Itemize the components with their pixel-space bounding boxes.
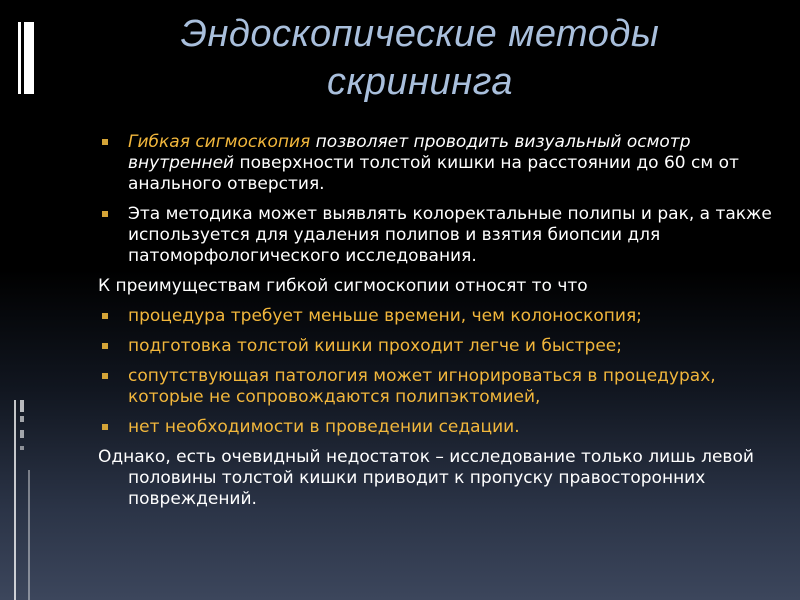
decorative-bars — [0, 0, 40, 600]
slide-title — [70, 10, 770, 106]
deco-bar — [14, 400, 16, 600]
bullet-icon — [102, 343, 108, 349]
term-sigmoidoscopy: Гибкая сигмоскопия — [128, 132, 311, 152]
bullet-text: поверхности толстой кишки на расстоянии до 60 см от анального отверстия. — [128, 153, 739, 194]
bullet-text: внутренней — [128, 153, 235, 173]
bullet-icon — [102, 424, 108, 430]
deco-bar — [18, 22, 21, 94]
bullet-icon — [102, 139, 108, 145]
advantage-text: нет необходимости в проведении седации. — [128, 417, 520, 437]
advantage-item — [98, 366, 788, 408]
title-line-1: Эндоскопические методы — [180, 13, 660, 55]
bullet-item — [98, 204, 788, 267]
deco-bar — [20, 400, 24, 412]
bullet-item — [98, 132, 788, 195]
advantage-item — [98, 336, 788, 357]
title-line-2: скрининга — [326, 61, 514, 103]
deco-bar — [20, 416, 24, 422]
deco-bar — [28, 470, 30, 600]
bullet-icon — [102, 313, 108, 319]
advantage-text: подготовка толстой кишки проходит легче и быстрее; — [128, 336, 622, 356]
slide-content — [98, 132, 788, 519]
advantage-text: процедура требует меньше времени, чем колоноскопия; — [128, 306, 642, 326]
paragraph-advantages-intro: К преимуществам гибкой сигмоскопии относят то что — [98, 276, 588, 296]
advantage-text: сопутствующая патология может игнорироваться в процедурах, которые не сопровождаются полипэктомией, — [128, 366, 716, 407]
bullet-text: Эта методика может выявлять колоректальные полипы и рак, а также используется для удаления полипов и взятия биопсии для патоморфологического исследования. — [128, 204, 772, 266]
advantage-item — [98, 306, 788, 327]
paragraph-drawback: Однако, есть очевидный недостаток – исследование только лишь левой половины толстой кишки приводит к пропуску правосторонних повреждений. — [98, 447, 754, 509]
deco-bar — [20, 430, 24, 438]
bullet-icon — [102, 211, 108, 217]
deco-bar — [24, 22, 34, 94]
deco-bar — [20, 446, 24, 450]
advantage-item — [98, 417, 788, 438]
bullet-text: позволяет проводить визуальный осмотр — [310, 132, 691, 152]
bullet-icon — [102, 373, 108, 379]
